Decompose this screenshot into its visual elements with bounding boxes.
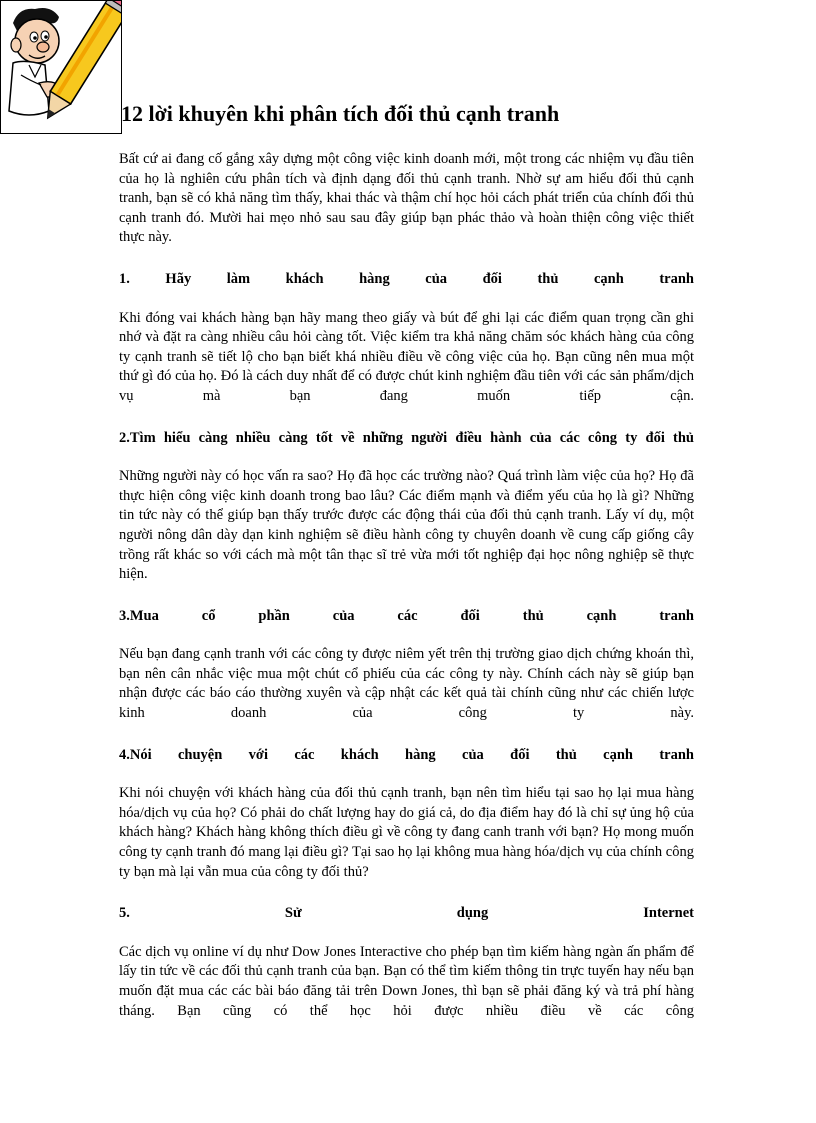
section-heading-5: 5. Sử dụng Internet	[119, 905, 694, 922]
section-heading-2: 2.Tìm hiểu càng nhiều càng tốt về những người điều hành của các công ty đối thủ	[119, 429, 694, 446]
document-title: 12 lời khuyên khi phân tích đối thủ cạnh tranh	[121, 101, 560, 126]
section-body-3: Nếu bạn đang cạnh tranh với các công ty được niêm yết trên thị trường giao dịch chứng khoán thì, bạn nên cân nhắc việc mua một chút cổ phiếu của các công ty này. Chính cách này sẽ giúp bạn nhận được các báo cáo thường xuyên và cập nhật các kết quả tài chính cũng như các chiến lược kinh doanh của công ty này.	[119, 646, 694, 722]
pencil-cartoon-clipart	[0, 0, 122, 134]
intro-paragraph: Bất cứ ai đang cố gắng xây dựng một công việc kinh doanh mới, một trong các nhiệm vụ đầu tiên của họ là nghiên cứu phân tích và định dạng đối thủ cạnh tranh. Nhờ sự am hiểu đối thủ cạnh tranh, bạn sẽ có khả năng tìm thấy, khai thác và thậm chí học hỏi cách phát triển của chính đối thủ cạnh tranh đó. Mười hai mẹo nhỏ sau sau đây giúp bạn phác thảo và hoàn thiện công việc thiết thực này.	[119, 151, 694, 246]
section-heading-4: 4.Nói chuyện với các khách hàng của đối thủ cạnh tranh	[119, 746, 694, 763]
section-heading-3: 3.Mua cổ phần của các đối thủ cạnh tranh	[119, 607, 694, 624]
section-body-1: Khi đóng vai khách hàng bạn hãy mang theo giấy và bút để ghi lại các điểm quan trọng cần ghi nhớ và đặt ra càng nhiều câu hỏi càng tốt. Việc kiểm tra khả năng chăm sóc khách hàng của công ty cạnh tranh sẽ tiết lộ cho bạn biết khá nhiều điều về công việc của họ. Bạn cũng nên mua một thứ gì đó của họ. Đó là cách duy nhất để có được chút kinh nghiệm đầu tiên với các sản phẩm/dịch vụ mà bạn đang muốn tiếp cận.	[119, 309, 694, 404]
section-body-2: Những người này có học vấn ra sao? Họ đã học các trường nào? Quá trình làm việc của họ? Họ đã thực hiện công việc kinh doanh trong bao lâu? Các điểm mạnh và điểm yếu của họ là gì? Những tin tức này có thể giúp bạn thấy trước được các động thái của đối thủ cạnh tranh. Lấy ví dụ, một người nông dân dày dạn kinh nghiệm sẽ điều hành công ty chuyên doanh về cung cấp giống cây trồng rất khác so với cách mà một tân thạc sĩ trẻ vừa mới tốt nghiệp đại học nông nghiệp sẽ thực hiện.	[119, 468, 694, 583]
pencil-character-icon	[1, 1, 122, 134]
section-body-4: Khi nói chuyện với khách hàng của đối thủ cạnh tranh, bạn nên tìm hiểu tại sao họ lại mua hàng hóa/dịch vụ của họ? Có phải do chất lượng hay do giá cả, do địa điểm hay đó là chỉ sự ủng hộ của khách hàng? Khách hàng không thích điều gì về công ty đang canh tranh với bạn? Họ mong muốn công ty cạnh tranh đó mang lại điều gì? Tại sao họ lại không mua hàng hóa/dịch vụ của chính công ty bạn mà lại vẫn mua của công ty đối thủ?	[119, 785, 694, 880]
document-body	[119, 150, 694, 1021]
section-body-5: Các dịch vụ online ví dụ như Dow Jones Interactive cho phép bạn tìm kiếm hàng ngàn ấn phẩm để lấy tin tức về các đối thủ cạnh tranh của bạn. Bạn có thể tìm kiếm thông tin trực tuyến hay nếu bạn muốn đặt mua các các bài báo đăng tải trên Down Jones, thì bạn sẽ phải đăng ký và trả phí hàng tháng. Bạn cũng có thể học hỏi được nhiều điều về các công	[119, 943, 694, 1019]
section-heading-1: 1. Hãy làm khách hàng của đối thủ cạnh tranh	[119, 270, 694, 287]
